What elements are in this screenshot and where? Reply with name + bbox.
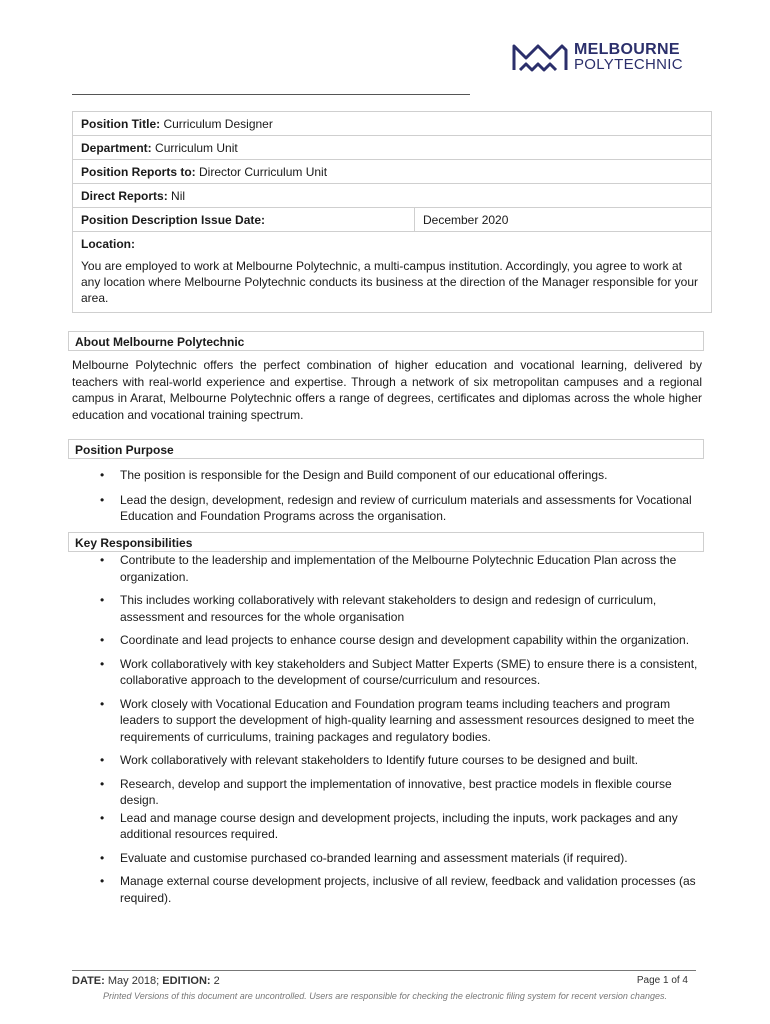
responsibilities-heading: Key Responsibilities — [68, 532, 704, 552]
purpose-heading: Position Purpose — [68, 439, 704, 459]
direct-reports-value: Nil — [171, 189, 186, 203]
bullet-icon: • — [100, 753, 105, 767]
bullet-icon: • — [100, 810, 105, 825]
header-divider — [72, 94, 470, 95]
footer-edition-value: 2 — [213, 975, 220, 987]
bullet-icon: • — [100, 656, 105, 671]
reports-to-label: Position Reports to: — [81, 165, 196, 179]
bullet-icon: • — [100, 593, 105, 607]
reports-to-row — [73, 160, 711, 184]
list-item: • Research, develop and support the implementation of innovative, best practice models in flexible course design. — [100, 776, 672, 807]
footer-disclaimer: Printed Versions of this document are uncontrolled. Users are responsible for checking the electronic filing system for recent version changes. — [103, 991, 667, 1001]
list-item: • Manage external course development projects, inclusive of all review, feedback and validation processes (as required). — [100, 874, 696, 905]
issue-date-label: Position Description Issue Date: — [81, 213, 266, 227]
list-item: • Work collaboratively with key stakeholders and Subject Matter Experts (SME) to ensure there is a consistent, collaborative approach to the development of course/curriculum and resources. — [100, 656, 698, 687]
location-text: You are employed to work at Melbourne Polytechnic, a multi-campus institution. Accordingly, you agree to work at any location where Melbourne Polytechnic conducts its business at the direction of the Manager responsible for your area. — [81, 259, 699, 305]
logo-mark-icon — [512, 42, 568, 72]
location-row — [73, 232, 711, 312]
location-label: Location: — [81, 237, 135, 251]
bullet-icon: • — [100, 492, 105, 507]
purpose-list — [72, 467, 702, 525]
list-item: • The position is responsible for the Design and Build component of our educational offerings. — [100, 468, 608, 482]
responsibilities-list — [72, 552, 702, 906]
footer-date-label: DATE: — [72, 975, 105, 987]
footer-meta — [72, 975, 688, 987]
position-title-value: Curriculum Designer — [163, 117, 273, 131]
list-item: • Evaluate and customise purchased co-branded learning and assessment materials (if required). — [100, 850, 628, 865]
direct-reports-row — [73, 184, 711, 208]
list-item: • Work closely with Vocational Education and Foundation program teams including teachers and program leaders to support the development of high-quality learning and assessment resources designed to meet the requirements of curriculums, training packages and regulatory bodies. — [100, 696, 695, 744]
bullet-icon: • — [100, 776, 105, 791]
bullet-icon: • — [100, 553, 105, 567]
list-item: • Contribute to the leadership and implementation of the Melbourne Polytechnic Education Plan across the organization. — [100, 553, 677, 584]
logo-line-2: POLYTECHNIC — [574, 56, 683, 73]
department-row — [73, 136, 711, 160]
list-item: • This includes working collaboratively with relevant stakeholders to design and redesign of curriculum, assessment and resources for the whole organisation — [100, 593, 657, 624]
page-number: Page 1 of 4 — [636, 975, 688, 986]
bullet-icon: • — [100, 468, 105, 482]
position-info-table — [72, 111, 712, 313]
footer-divider — [72, 970, 696, 971]
bullet-icon: • — [100, 850, 105, 865]
department-label: Department: — [81, 141, 152, 155]
issue-date-row — [73, 208, 711, 232]
bullet-icon: • — [100, 696, 105, 711]
footer-edition-label: EDITION: — [162, 975, 211, 987]
department-value: Curriculum Unit — [155, 141, 238, 155]
list-item: • Lead and manage course design and development projects, including the inputs, work packages and any additional resources required. — [100, 810, 678, 841]
list-item: • Work collaboratively with relevant stakeholders to Identify future courses to be designed and built. — [100, 753, 639, 767]
about-paragraph: Melbourne Polytechnic offers the perfect combination of higher education and vocational learning, delivered by teachers with real-world experience and expertise. Through a network of six metropolitan campuses and a regional campus in Ararat, Melbourne Polytechnic offers a range of degrees, certificates and diplomas across the whole higher education and vocational training spectrum. — [72, 358, 702, 422]
position-title-row — [73, 112, 711, 136]
melbourne-polytechnic-logo — [512, 40, 683, 74]
bullet-icon: • — [100, 874, 105, 888]
position-title-label: Position Title: — [81, 117, 161, 131]
list-item: • Coordinate and lead projects to enhance course design and development capability within the organization. — [100, 633, 690, 647]
reports-to-value: Director Curriculum Unit — [199, 165, 328, 179]
footer-date-value: May 2018; — [107, 975, 160, 987]
direct-reports-label: Direct Reports: — [81, 189, 168, 203]
list-item: • Lead the design, development, redesign and review of curriculum materials and assessments for Vocational Education and Foundation Programs across the organisation. — [100, 492, 692, 523]
logo-line-1: MELBOURNE — [574, 41, 680, 58]
bullet-icon: • — [100, 633, 105, 647]
issue-date-value: December 2020 — [423, 213, 509, 227]
about-heading: About Melbourne Polytechnic — [68, 331, 704, 351]
